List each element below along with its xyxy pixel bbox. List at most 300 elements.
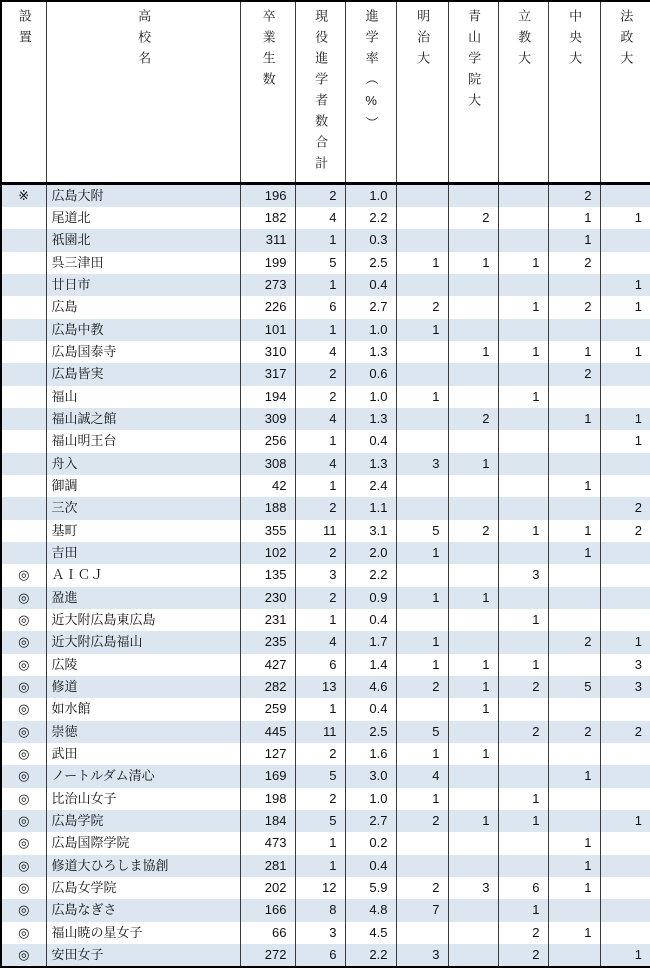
advancers-total-count: 8 [295, 899, 345, 921]
meiji-count [396, 609, 448, 631]
chuo-count [548, 743, 600, 765]
chuo-count: 2 [548, 252, 600, 274]
school-name: 尾道北 [46, 207, 240, 229]
col-header-hosei-label: 法政大 [618, 9, 634, 72]
advancers-total-count: 1 [295, 832, 345, 854]
aoyama-count [448, 296, 498, 318]
school-name: 広島 [46, 296, 240, 318]
chuo-count: 1 [548, 542, 600, 564]
chuo-count [548, 899, 600, 921]
advancers-total-count: 2 [295, 184, 345, 208]
rikkyo-count: 1 [498, 520, 548, 542]
chuo-count [548, 319, 600, 341]
aoyama-count [448, 229, 498, 251]
rikkyo-count [498, 832, 548, 854]
hosei-count: 3 [600, 654, 650, 676]
chuo-count [548, 386, 600, 408]
table-row [1, 654, 650, 676]
graduates-count: 310 [240, 341, 295, 363]
col-header-graduates [240, 1, 295, 184]
table-row [1, 609, 650, 631]
aoyama-count [448, 765, 498, 787]
school-name: 広島学院 [46, 810, 240, 832]
aoyama-count: 2 [448, 520, 498, 542]
chuo-count [548, 810, 600, 832]
graduates-count: 231 [240, 609, 295, 631]
establishment-mark: ◎ [1, 944, 46, 967]
school-name: 広島国際学院 [46, 832, 240, 854]
advancement-rate: 2.2 [345, 564, 396, 586]
school-name: 近大附広島福山 [46, 631, 240, 653]
advancement-rate: 2.0 [345, 542, 396, 564]
school-name: 如水館 [46, 698, 240, 720]
chuo-count: 2 [548, 184, 600, 208]
meiji-count [396, 207, 448, 229]
hosei-count: 1 [600, 274, 650, 296]
graduates-count: 317 [240, 363, 295, 385]
establishment-mark [1, 252, 46, 274]
col-header-advancers-total [295, 1, 345, 184]
graduates-count: 101 [240, 319, 295, 341]
aoyama-count [448, 363, 498, 385]
meiji-count [396, 922, 448, 944]
advancement-rate: 2.4 [345, 475, 396, 497]
aoyama-count: 1 [448, 453, 498, 475]
establishment-mark: ◎ [1, 564, 46, 586]
graduates-count: 66 [240, 922, 295, 944]
meiji-count [396, 341, 448, 363]
chuo-count: 1 [548, 922, 600, 944]
advancement-rate: 4.5 [345, 922, 396, 944]
hosei-count: 3 [600, 676, 650, 698]
table-row [1, 475, 650, 497]
table-row [1, 296, 650, 318]
meiji-count [396, 408, 448, 430]
hosei-count [600, 564, 650, 586]
hosei-count [600, 252, 650, 274]
col-header-aoyama [448, 1, 498, 184]
advancers-total-count: 2 [295, 363, 345, 385]
chuo-count: 2 [548, 631, 600, 653]
table-row [1, 832, 650, 854]
meiji-count [396, 363, 448, 385]
graduates-count: 202 [240, 877, 295, 899]
rikkyo-count: 1 [498, 810, 548, 832]
rikkyo-count [498, 229, 548, 251]
hosei-count: 1 [600, 430, 650, 452]
chuo-count [548, 698, 600, 720]
rikkyo-count [498, 207, 548, 229]
establishment-mark [1, 475, 46, 497]
advancement-rate: 1.3 [345, 453, 396, 475]
aoyama-count [448, 542, 498, 564]
rikkyo-count: 2 [498, 922, 548, 944]
rikkyo-count [498, 363, 548, 385]
aoyama-count: 3 [448, 877, 498, 899]
establishment-mark [1, 497, 46, 519]
table-row [1, 207, 650, 229]
hosei-count: 1 [600, 631, 650, 653]
col-header-rikkyo [498, 1, 548, 184]
hosei-count [600, 363, 650, 385]
rikkyo-count [498, 542, 548, 564]
advancement-rate: 5.9 [345, 877, 396, 899]
aoyama-count: 2 [448, 207, 498, 229]
advancers-total-count: 6 [295, 944, 345, 967]
school-name: 吉田 [46, 542, 240, 564]
graduates-count: 42 [240, 475, 295, 497]
table-row [1, 386, 650, 408]
chuo-count: 1 [548, 207, 600, 229]
establishment-mark: ◎ [1, 743, 46, 765]
meiji-count [396, 855, 448, 877]
aoyama-count [448, 944, 498, 967]
hosei-count [600, 475, 650, 497]
table-row [1, 788, 650, 810]
aoyama-count: 1 [448, 743, 498, 765]
school-name: 福山暁の星女子 [46, 922, 240, 944]
meiji-count: 1 [396, 631, 448, 653]
advancers-total-count: 1 [295, 430, 345, 452]
col-header-rate [345, 1, 396, 184]
advancement-rate: 1.3 [345, 341, 396, 363]
chuo-count [548, 944, 600, 967]
rikkyo-count [498, 430, 548, 452]
aoyama-count [448, 922, 498, 944]
aoyama-count [448, 184, 498, 208]
aoyama-count: 1 [448, 810, 498, 832]
advancers-total-count: 12 [295, 877, 345, 899]
hosei-count: 1 [600, 341, 650, 363]
meiji-count: 7 [396, 899, 448, 921]
aoyama-count [448, 564, 498, 586]
chuo-count [548, 609, 600, 631]
chuo-count: 2 [548, 363, 600, 385]
advancers-total-count: 1 [295, 229, 345, 251]
advancement-rate: 1.1 [345, 497, 396, 519]
col-header-rikkyo-label: 立教大 [516, 9, 532, 72]
establishment-mark [1, 207, 46, 229]
school-name: 広島なぎさ [46, 899, 240, 921]
meiji-count [396, 184, 448, 208]
table-row [1, 743, 650, 765]
hosei-count: 2 [600, 520, 650, 542]
header-row [1, 1, 650, 184]
graduates-count: 188 [240, 497, 295, 519]
aoyama-count [448, 631, 498, 653]
school-name: 広島国泰寺 [46, 341, 240, 363]
graduates-count: 166 [240, 899, 295, 921]
col-header-establishment-label: 設置 [16, 9, 32, 51]
advancers-total-count: 3 [295, 922, 345, 944]
advancement-rate: 0.9 [345, 587, 396, 609]
advancers-total-count: 13 [295, 676, 345, 698]
rikkyo-count: 1 [498, 609, 548, 631]
meiji-count: 5 [396, 520, 448, 542]
meiji-count: 1 [396, 788, 448, 810]
advancement-rate: 2.5 [345, 252, 396, 274]
advancers-total-count: 2 [295, 587, 345, 609]
table-row [1, 631, 650, 653]
rikkyo-count [498, 631, 548, 653]
graduates-count: 273 [240, 274, 295, 296]
establishment-mark: ◎ [1, 654, 46, 676]
rikkyo-count: 2 [498, 944, 548, 967]
advancement-rate: 1.3 [345, 408, 396, 430]
meiji-count: 2 [396, 296, 448, 318]
hosei-count: 1 [600, 944, 650, 967]
advancement-rate: 3.0 [345, 765, 396, 787]
rikkyo-count [498, 408, 548, 430]
school-name: 福山 [46, 386, 240, 408]
rikkyo-count: 1 [498, 386, 548, 408]
hosei-count [600, 743, 650, 765]
school-name: 基町 [46, 520, 240, 542]
chuo-count: 1 [548, 765, 600, 787]
meiji-count: 3 [396, 453, 448, 475]
table-row [1, 587, 650, 609]
advancement-rate: 0.4 [345, 274, 396, 296]
advancers-total-count: 11 [295, 520, 345, 542]
establishment-mark [1, 363, 46, 385]
rikkyo-count [498, 497, 548, 519]
graduates-count: 282 [240, 676, 295, 698]
school-name: 廿日市 [46, 274, 240, 296]
graduates-count: 182 [240, 207, 295, 229]
graduates-count: 473 [240, 832, 295, 854]
advancers-total-count: 1 [295, 475, 345, 497]
rikkyo-count: 1 [498, 788, 548, 810]
chuo-count [548, 274, 600, 296]
hosei-count: 2 [600, 497, 650, 519]
chuo-count [548, 453, 600, 475]
table-row [1, 453, 650, 475]
meiji-count [396, 229, 448, 251]
advancers-total-count: 2 [295, 788, 345, 810]
meiji-count: 1 [396, 743, 448, 765]
advancement-rate: 1.0 [345, 184, 396, 208]
advancement-rate: 0.4 [345, 855, 396, 877]
rikkyo-count [498, 698, 548, 720]
school-name: 盈進 [46, 587, 240, 609]
establishment-mark [1, 408, 46, 430]
table-row [1, 676, 650, 698]
table-row [1, 564, 650, 586]
advancement-rate: 0.3 [345, 229, 396, 251]
col-header-rate-label: 進学率（%） [363, 9, 379, 137]
chuo-count: 1 [548, 877, 600, 899]
col-header-school-name-label: 高校名 [136, 9, 152, 72]
table-row [1, 899, 650, 921]
aoyama-count [448, 475, 498, 497]
school-name: ノートルダム清心 [46, 765, 240, 787]
advancers-total-count: 1 [295, 698, 345, 720]
rikkyo-count: 1 [498, 654, 548, 676]
meiji-count [396, 564, 448, 586]
table-row [1, 184, 650, 208]
advancement-rate: 1.0 [345, 788, 396, 810]
graduates-count: 259 [240, 698, 295, 720]
col-header-establishment [1, 1, 46, 184]
advancers-total-count: 1 [295, 274, 345, 296]
school-name: 三次 [46, 497, 240, 519]
table-row [1, 765, 650, 787]
rikkyo-count: 1 [498, 252, 548, 274]
advancement-rate: 0.2 [345, 832, 396, 854]
aoyama-count: 1 [448, 341, 498, 363]
establishment-mark: ◎ [1, 765, 46, 787]
graduates-count: 445 [240, 721, 295, 743]
advancement-rate: 1.0 [345, 319, 396, 341]
graduates-count: 198 [240, 788, 295, 810]
hosei-count: 1 [600, 207, 650, 229]
graduates-count: 308 [240, 453, 295, 475]
advancement-rate: 1.0 [345, 386, 396, 408]
meiji-count: 2 [396, 810, 448, 832]
chuo-count [548, 430, 600, 452]
table-row [1, 497, 650, 519]
school-name: 広島大附 [46, 184, 240, 208]
hosei-count [600, 184, 650, 208]
rikkyo-count [498, 475, 548, 497]
school-name: 広陵 [46, 654, 240, 676]
school-name: 修道大ひろしま協創 [46, 855, 240, 877]
advancers-total-count: 2 [295, 743, 345, 765]
col-header-meiji [396, 1, 448, 184]
school-name: 広島中教 [46, 319, 240, 341]
rikkyo-count [498, 587, 548, 609]
graduates-count: 226 [240, 296, 295, 318]
rikkyo-count: 3 [498, 564, 548, 586]
advancement-rate: 0.4 [345, 430, 396, 452]
advancement-rate: 1.6 [345, 743, 396, 765]
table-row [1, 319, 650, 341]
meiji-count: 4 [396, 765, 448, 787]
chuo-count [548, 654, 600, 676]
table-row [1, 877, 650, 899]
table-header [1, 1, 650, 184]
graduates-count: 355 [240, 520, 295, 542]
graduates-count: 427 [240, 654, 295, 676]
hosei-count [600, 922, 650, 944]
table-row [1, 698, 650, 720]
rikkyo-count: 1 [498, 899, 548, 921]
hosei-count [600, 386, 650, 408]
rikkyo-count [498, 319, 548, 341]
chuo-count [548, 587, 600, 609]
establishment-mark [1, 274, 46, 296]
school-name: 呉三津田 [46, 252, 240, 274]
chuo-count: 1 [548, 341, 600, 363]
advancement-rate: 2.2 [345, 944, 396, 967]
advancement-rate: 0.4 [345, 609, 396, 631]
establishment-mark: ◎ [1, 631, 46, 653]
advancers-total-count: 2 [295, 386, 345, 408]
aoyama-count [448, 855, 498, 877]
advancers-total-count: 4 [295, 631, 345, 653]
meiji-count [396, 698, 448, 720]
meiji-count: 1 [396, 319, 448, 341]
advancers-total-count: 5 [295, 765, 345, 787]
school-name: 広島女学院 [46, 877, 240, 899]
advancement-rate: 2.7 [345, 810, 396, 832]
establishment-mark: ◎ [1, 810, 46, 832]
meiji-count: 1 [396, 252, 448, 274]
establishment-mark: ◎ [1, 788, 46, 810]
establishment-mark [1, 386, 46, 408]
table-row [1, 922, 650, 944]
hosei-count [600, 698, 650, 720]
advancers-total-count: 3 [295, 564, 345, 586]
hosei-count: 1 [600, 810, 650, 832]
hosei-count: 2 [600, 721, 650, 743]
rikkyo-count: 1 [498, 341, 548, 363]
chuo-count [548, 497, 600, 519]
establishment-mark: ◎ [1, 698, 46, 720]
graduates-count: 169 [240, 765, 295, 787]
advancers-total-count: 5 [295, 252, 345, 274]
graduates-count: 272 [240, 944, 295, 967]
hosei-count: 1 [600, 408, 650, 430]
table-row [1, 944, 650, 967]
advancement-rate: 0.6 [345, 363, 396, 385]
school-name: 祇園北 [46, 229, 240, 251]
advancers-total-count: 11 [295, 721, 345, 743]
meiji-count [396, 430, 448, 452]
advancers-total-count: 2 [295, 497, 345, 519]
chuo-count [548, 564, 600, 586]
graduates-count: 194 [240, 386, 295, 408]
aoyama-count [448, 832, 498, 854]
graduates-count: 102 [240, 542, 295, 564]
school-name: 比治山女子 [46, 788, 240, 810]
establishment-mark: ◎ [1, 877, 46, 899]
graduates-count: 135 [240, 564, 295, 586]
meiji-count: 1 [396, 542, 448, 564]
advancers-total-count: 2 [295, 542, 345, 564]
table-row [1, 721, 650, 743]
hosei-count [600, 609, 650, 631]
graduates-count: 196 [240, 184, 295, 208]
chuo-count: 1 [548, 229, 600, 251]
aoyama-count: 1 [448, 676, 498, 698]
advancement-rate: 3.1 [345, 520, 396, 542]
meiji-count [396, 274, 448, 296]
establishment-mark [1, 542, 46, 564]
rikkyo-count [498, 184, 548, 208]
establishment-mark: ※ [1, 184, 46, 208]
col-header-graduates-label: 卒業生数 [260, 9, 276, 93]
meiji-count: 2 [396, 676, 448, 698]
hosei-count [600, 319, 650, 341]
table-body [1, 184, 650, 967]
meiji-count [396, 832, 448, 854]
table-row [1, 810, 650, 832]
col-header-advancers-total-label: 現役進学者数合計 [313, 9, 329, 177]
establishment-mark: ◎ [1, 609, 46, 631]
school-name: 崇徳 [46, 721, 240, 743]
col-header-hosei [600, 1, 650, 184]
chuo-count: 1 [548, 520, 600, 542]
establishment-mark: ◎ [1, 587, 46, 609]
aoyama-count [448, 497, 498, 519]
aoyama-count [448, 788, 498, 810]
col-header-chuo [548, 1, 600, 184]
col-header-chuo-label: 中央大 [567, 9, 583, 72]
establishment-mark: ◎ [1, 899, 46, 921]
aoyama-count [448, 386, 498, 408]
hosei-count [600, 832, 650, 854]
